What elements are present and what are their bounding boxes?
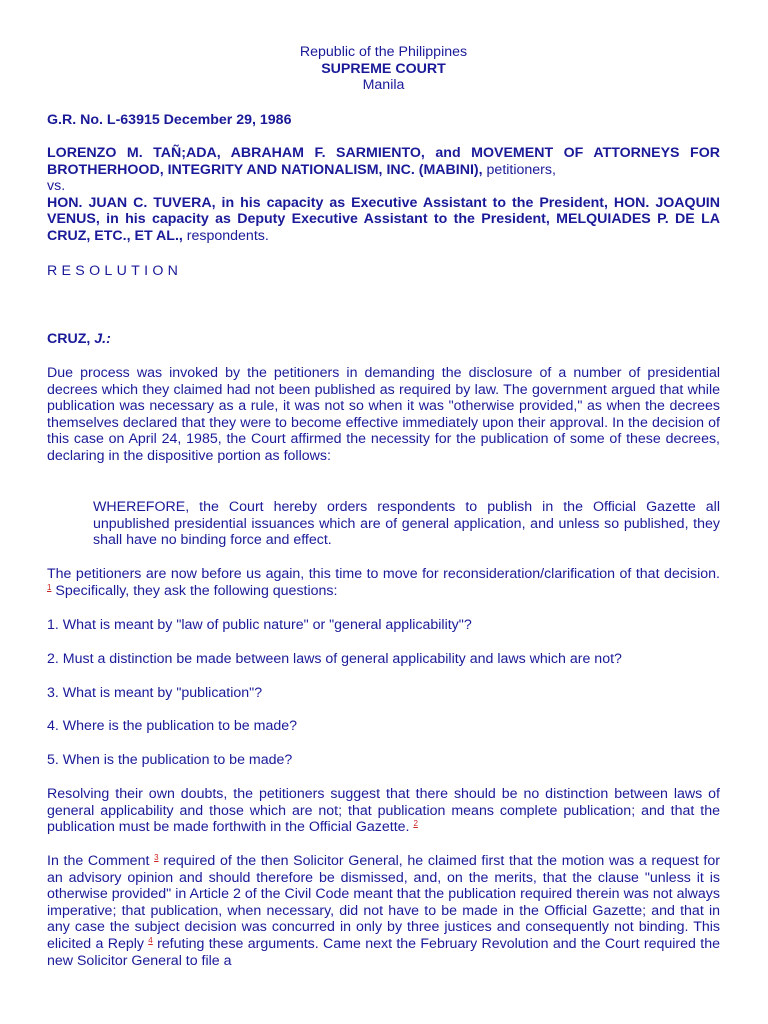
footnote-link-1[interactable]: 1 [47, 582, 52, 592]
court-name: SUPREME COURT [321, 60, 446, 77]
ponente-name: CRUZ, [47, 331, 95, 347]
republic-line: Republic of the Philippines [299, 44, 468, 60]
resolution-heading: RESOLUTION [47, 263, 183, 279]
case-number: G.R. No. L-63915 December 29, 1986 [47, 112, 292, 128]
ponente-suffix: J.: [94, 331, 111, 347]
paragraph-4-text-a: In the Comment [47, 853, 155, 869]
court-city: Manila [362, 77, 405, 94]
case-parties [47, 145, 720, 245]
paragraph-3-text: Resolving their own doubts, the petitioners suggest that there should be no distinction between laws of general applicability and those which are not; that publication means complete publication; and that the publication must be made forthwith in the Official Gazette. [47, 786, 720, 836]
petitioners-names: LORENZO M. TAÑ;ADA, ABRAHAM F. SARMIENTO, and MOVEMENT OF ATTORNEYS FOR BROTHERHOOD, INTEGRITY AND NATIONALISM, INC. (MABINI), [47, 145, 720, 178]
question-3: 3. What is meant by "publication"? [47, 685, 263, 701]
paragraph-1: Due process was invoked by the petitioners in demanding the disclosure of a number of presidential decrees which they claimed had not been published as required by law. The government argued that while publication was necessary as a rule, it was not so when it was "otherwise provided," as when the decrees themselves declared that they were to become effective immediately upon their approval. In the decision of this case on April 24, 1985, the Court affirmed the necessity for the publication of some of these decrees, declaring in the dispositive portion as follows: [47, 365, 720, 464]
footnote-link-4[interactable]: 4 [148, 935, 153, 945]
respondents-names: HON. JUAN C. TUVERA, in his capacity as Executive Assistant to the President, HON. JOAQUIN VENUS, in his capacity as Deputy Executive Assistant to the President, MELQUIADES P. DE LA CRUZ, ETC., ET AL., [47, 194, 720, 244]
paragraph-4-text-c: refuting these arguments. Came next the February Revolution and the Court required the new Solicitor General to file a [47, 935, 720, 969]
block-quote: WHEREFORE, the Court hereby orders respondents to publish in the Official Gazette all unpublished presidential issuances which are of general application, and unless so published, they shall have no binding force and effect. [93, 499, 720, 549]
petitioners-label: petitioners, [482, 161, 556, 178]
question-5: 5. When is the publication to be made? [47, 752, 293, 768]
question-1: 1. What is meant by "law of public nature" or "general applicability"? [47, 617, 472, 633]
footnote-link-3[interactable]: 3 [154, 853, 159, 862]
paragraph-2-text-b: Specifically, they ask the following questions: [51, 582, 338, 599]
paragraph-2-text-a: The petitioners are now before us again, this time to move for reconsideration/clarification of that decision. [47, 566, 720, 582]
paragraph-2 [47, 566, 720, 599]
versus-label: vs. [47, 178, 66, 195]
question-4: 4. Where is the publication to be made? [47, 718, 298, 734]
respondents-label: respondents. [182, 227, 269, 244]
question-2: 2. Must a distinction be made between laws of general applicability and laws which are not? [47, 651, 622, 667]
paragraph-4 [47, 853, 720, 969]
ponente [47, 331, 720, 348]
paragraph-4-text-b: required of the then Solicitor General, he claimed first that the motion was a request for an advisory opinion and should therefore be dismissed, and, on the merits, that the clause "unless it is otherwise provided" in Article 2 of the Civil Code meant that the publication required therein was not always imperative; that publication, when necessary, did not have to be made in the Official Gazette; and that in any case the subject decision was concurred in only by three justices and consequently not binding. This elicited a Reply [47, 853, 720, 952]
footnote-link-2[interactable]: 2 [413, 819, 418, 829]
paragraph-3 [47, 786, 720, 836]
court-header [47, 44, 720, 94]
